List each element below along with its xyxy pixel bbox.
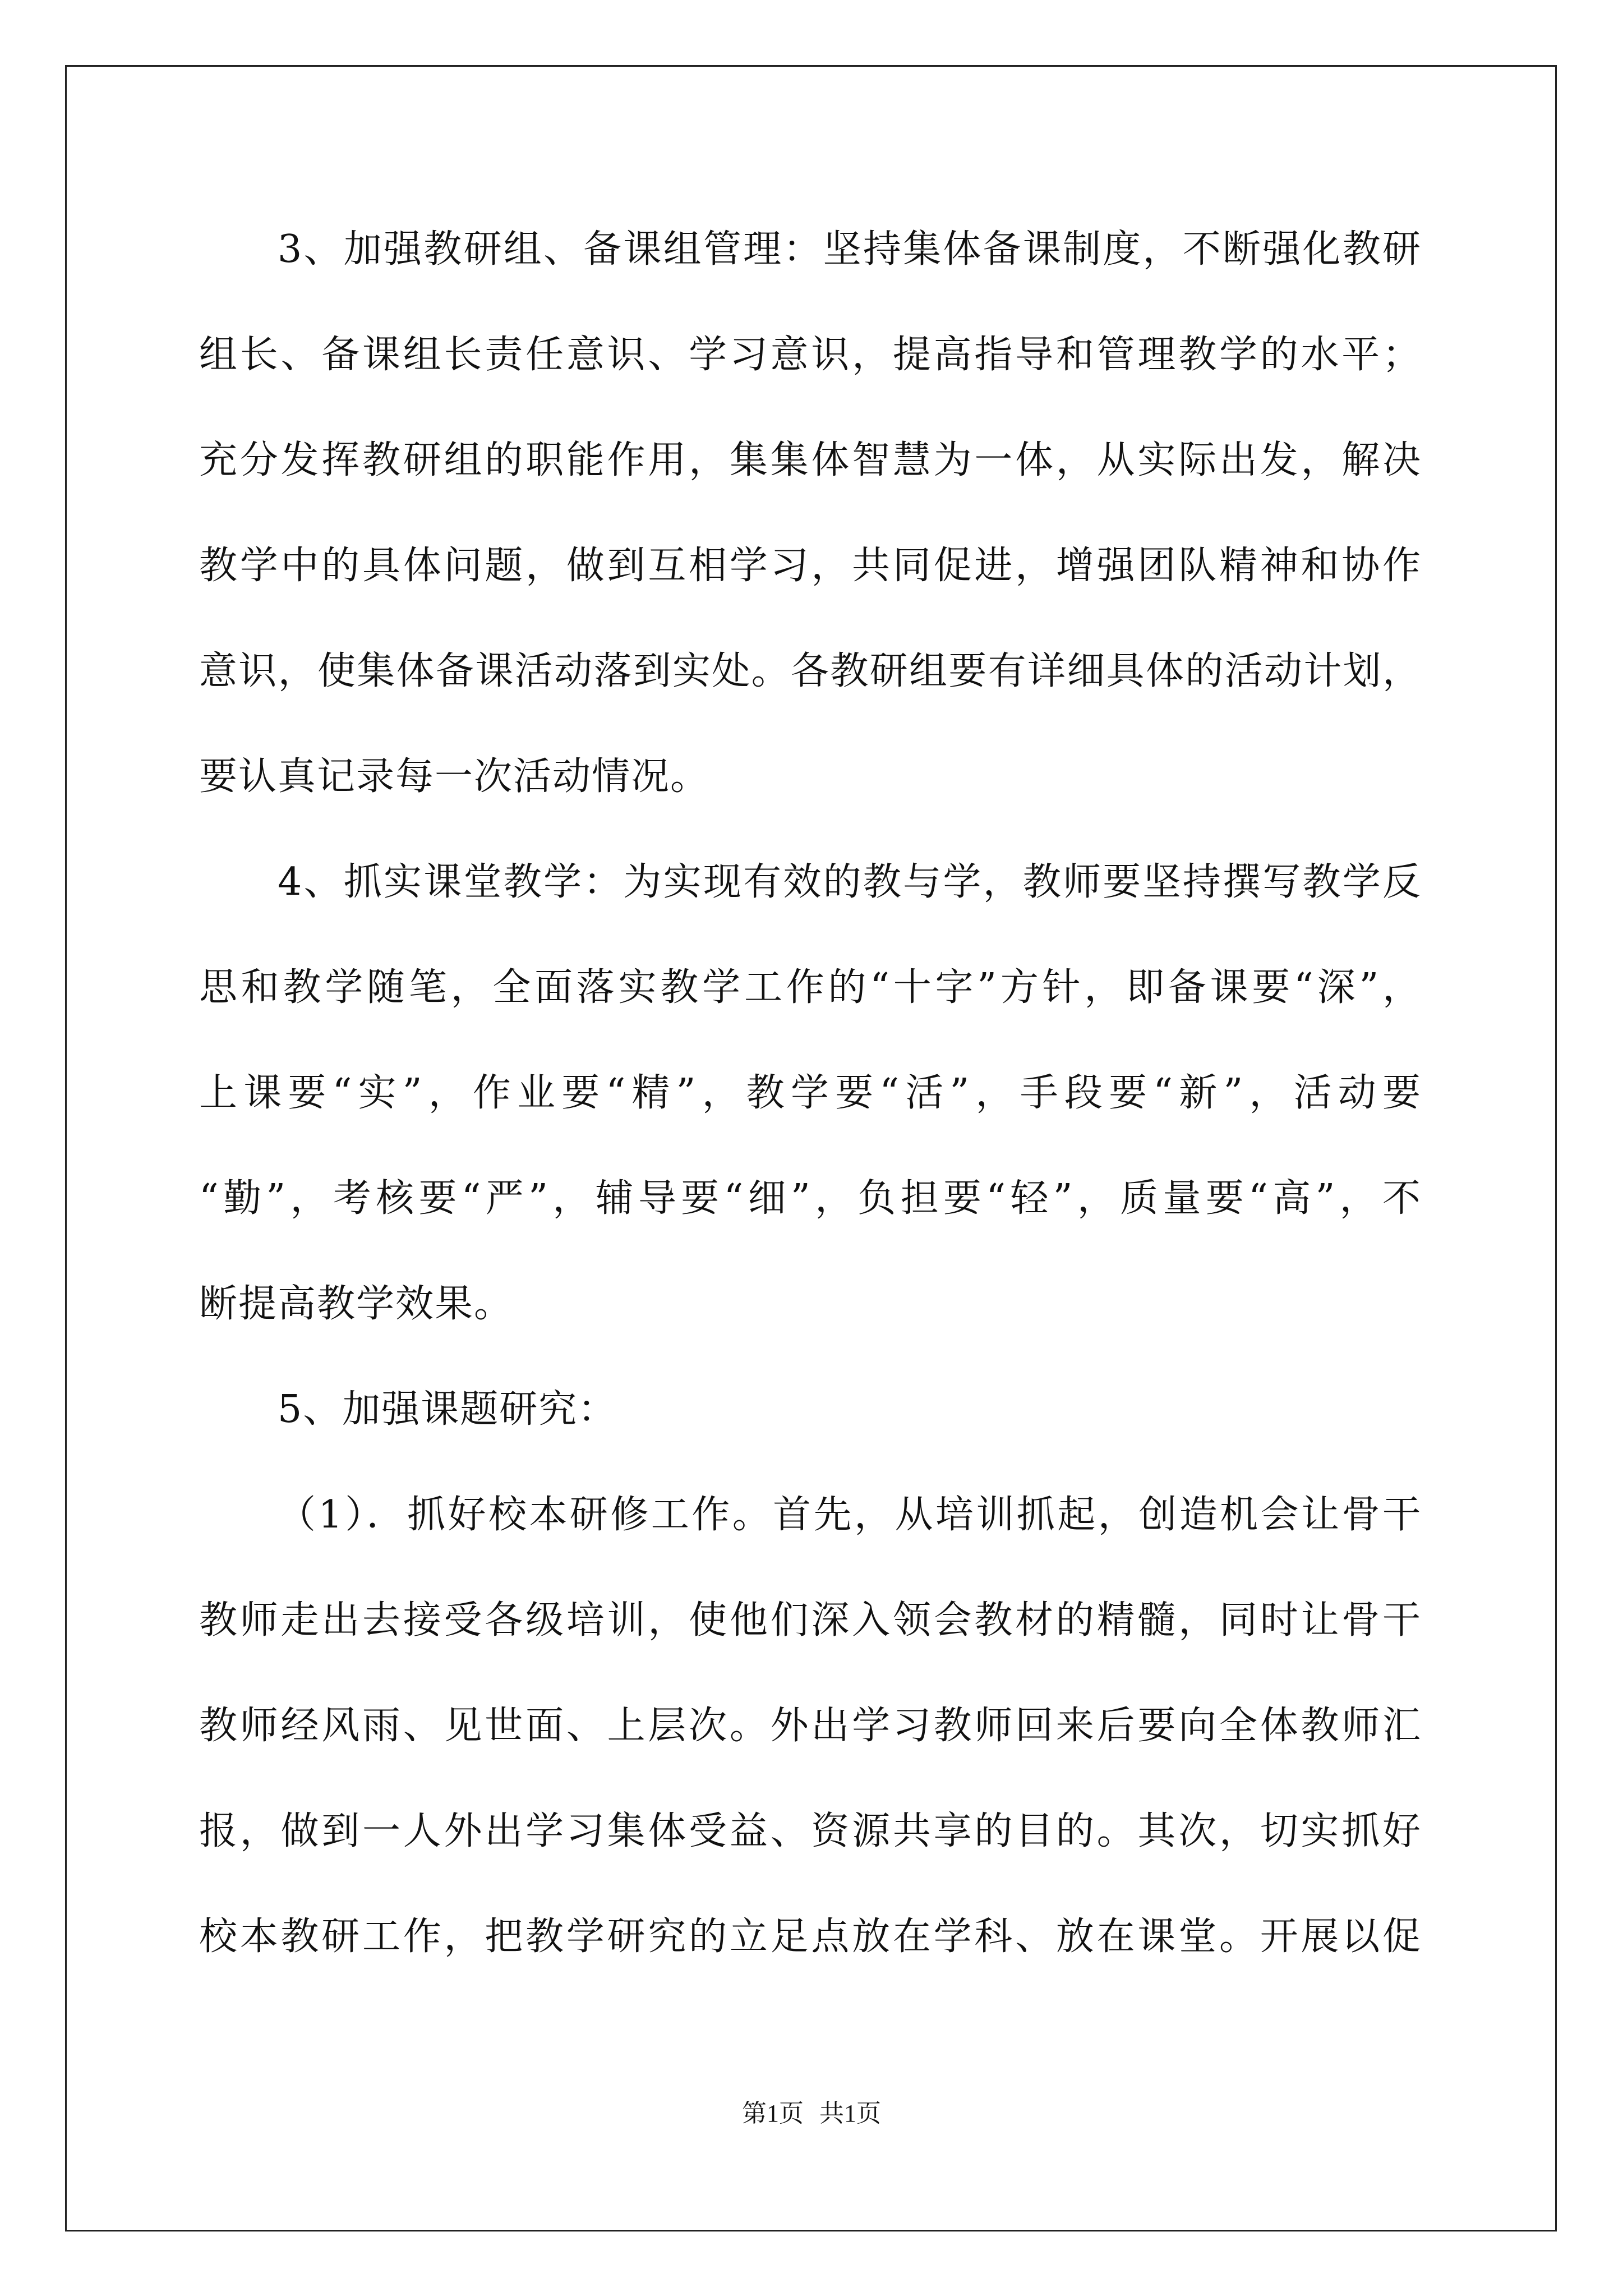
paragraph-3-line-6: 要认真记录每一次活动情况。 xyxy=(199,754,710,799)
paragraph-5-1-line-2: 教师走出去接受各级培训，使他们深入领会教材的精髓，同时让骨干 xyxy=(199,1598,1422,1642)
paragraph-3-line-1: 3、加强教研组、备课组管理：坚持集体备课制度，不断强化教研 xyxy=(278,227,1422,272)
page-border xyxy=(65,65,1557,2231)
paragraph-5-1-line-1: （1）．抓好校本研修工作。首先，从培训抓起，创造机会让骨干 xyxy=(278,1493,1422,1537)
page-footer xyxy=(0,2098,1623,2129)
page-number-total: 共1页 xyxy=(819,2100,881,2127)
paragraph-4-line-5: 断提高教学效果。 xyxy=(199,1282,514,1326)
paragraph-3-line-4: 教学中的具体问题，做到互相学习，共同促进，增强团队精神和协作 xyxy=(199,544,1422,588)
paragraph-4-line-3: 上课要“实”，作业要“精”，教学要“活”，手段要“新”，活动要 xyxy=(199,1071,1422,1115)
page-number-current: 第1页 xyxy=(742,2100,804,2127)
paragraph-5-1-line-4: 报，做到一人外出学习集体受益、资源共享的目的。其次，切实抓好 xyxy=(199,1809,1422,1853)
paragraph-3-line-5: 意识，使集体备课活动落到实处。各教研组要有详细具体的活动计划， xyxy=(199,649,1422,693)
paragraph-5-heading: 5、加强课题研究： xyxy=(278,1387,617,1432)
paragraph-4-line-1: 4、抓实课堂教学：为实现有效的教与学，教师要坚持撰写教学反 xyxy=(278,860,1422,904)
paragraph-5-1-line-3: 教师经风雨、见世面、上层次。外出学习教师回来后要向全体教师汇 xyxy=(199,1704,1422,1748)
paragraph-4-line-2: 思和教学随笔，全面落实教学工作的“十字”方针，即备课要“深”， xyxy=(199,965,1422,1010)
paragraph-3-line-2: 组长、备课组长责任意识、学习意识，提高指导和管理教学的水平； xyxy=(199,333,1422,377)
paragraph-4-line-4: “勤”，考核要“严”，辅导要“细”，负担要“轻”，质量要“高”，不 xyxy=(199,1176,1422,1221)
paragraph-3-line-3: 充分发挥教研组的职能作用，集集体智慧为一体，从实际出发，解决 xyxy=(199,438,1422,482)
paragraph-5-1-line-5: 校本教研工作，把教学研究的立足点放在学科、放在课堂。开展以促 xyxy=(199,1915,1422,1959)
